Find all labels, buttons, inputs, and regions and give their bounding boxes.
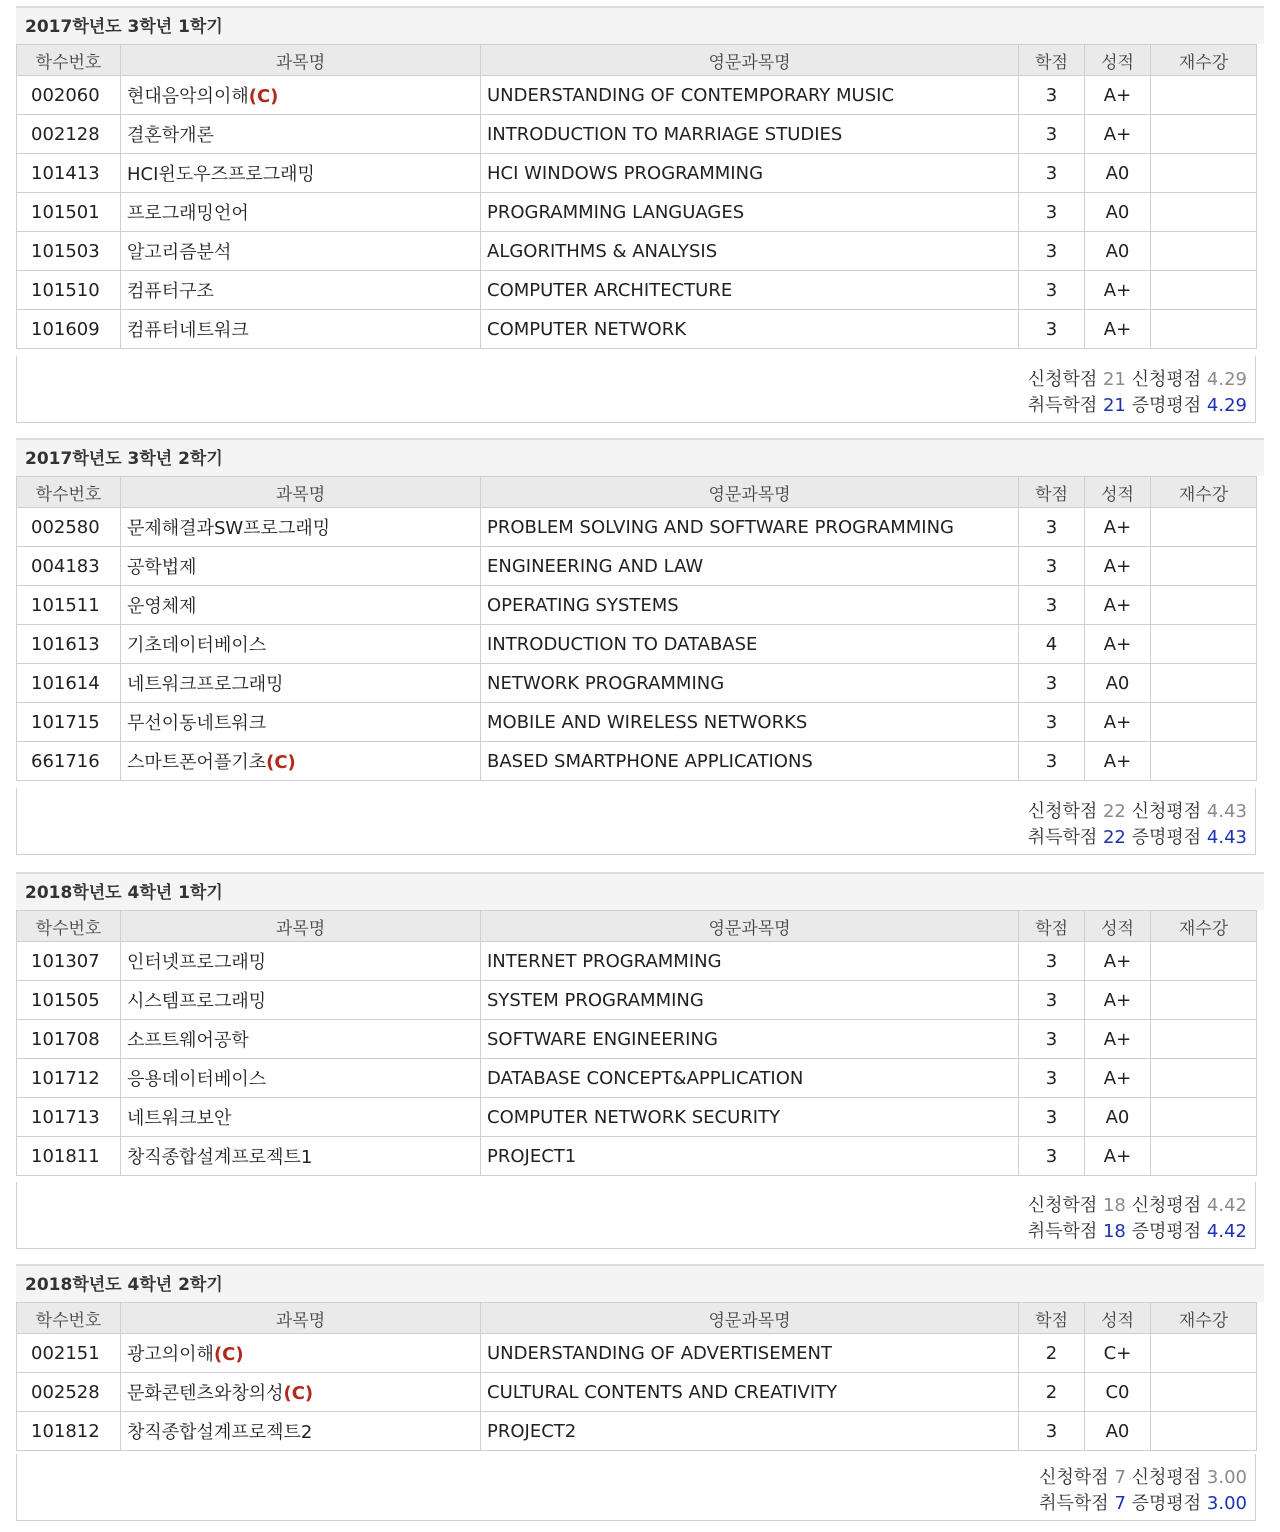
c-mark-badge: (C) <box>248 86 279 107</box>
table-row <box>17 154 1257 193</box>
course-grade: A0 <box>1085 1412 1151 1451</box>
semester-summary <box>16 356 1256 423</box>
earned-credits-label: 취득학점 <box>1027 1221 1098 1242</box>
course-english-name: ALGORITHMS & ANALYSIS <box>481 232 1019 271</box>
course-retake <box>1151 586 1257 625</box>
course-code: 101614 <box>17 664 121 703</box>
course-grade: A+ <box>1085 742 1151 781</box>
course-retake <box>1151 271 1257 310</box>
semester-summary <box>16 1182 1256 1249</box>
table-row <box>17 1137 1257 1176</box>
course-grade: A+ <box>1085 625 1151 664</box>
column-header-name: 과목명 <box>121 1303 481 1334</box>
course-english-name: PROBLEM SOLVING AND SOFTWARE PROGRAMMING <box>481 508 1019 547</box>
column-header-credit: 학점 <box>1019 477 1085 508</box>
course-credit: 3 <box>1019 586 1085 625</box>
course-english-name: SOFTWARE ENGINEERING <box>481 1020 1019 1059</box>
semester-section <box>16 438 1264 854</box>
table-row <box>17 1373 1257 1412</box>
header-row <box>17 1303 1257 1334</box>
course-name-cell <box>121 232 481 271</box>
applied-summary-line <box>1028 365 1247 391</box>
applied-gpa-value: 4.43 <box>1206 801 1247 822</box>
course-grade: A+ <box>1085 981 1151 1020</box>
semester-title: 2018학년도 4학년 1학기 <box>25 883 223 903</box>
course-english-name: INTRODUCTION TO MARRIAGE STUDIES <box>481 115 1019 154</box>
table-row <box>17 664 1257 703</box>
course-name: 문화콘텐츠와창의성 <box>127 1383 284 1404</box>
course-code: 101613 <box>17 625 121 664</box>
course-retake <box>1151 547 1257 586</box>
course-name: HCI윈도우즈프로그래밍 <box>127 164 315 185</box>
course-grade: A+ <box>1085 1020 1151 1059</box>
course-grade: A+ <box>1085 586 1151 625</box>
course-grade: A0 <box>1085 232 1151 271</box>
course-english-name: INTERNET PROGRAMMING <box>481 942 1019 981</box>
table-row <box>17 76 1257 115</box>
course-code: 002151 <box>17 1334 121 1373</box>
applied-credits-value: 22 <box>1102 801 1126 822</box>
applied-credits-value: 7 <box>1114 1467 1126 1488</box>
course-credit: 4 <box>1019 625 1085 664</box>
applied-gpa-label: 신청평점 <box>1131 1467 1202 1488</box>
semester-summary <box>16 788 1256 855</box>
applied-credits-label: 신청학점 <box>1039 1467 1109 1488</box>
course-retake <box>1151 1137 1257 1176</box>
column-header-retake: 재수강 <box>1151 1303 1257 1334</box>
course-retake <box>1151 742 1257 781</box>
course-name-cell <box>121 76 481 115</box>
course-credit: 3 <box>1019 1137 1085 1176</box>
table-row <box>17 1020 1257 1059</box>
semester-header <box>16 6 1264 44</box>
semester-header <box>16 438 1264 476</box>
earned-credits-value: 21 <box>1102 395 1126 416</box>
table-row <box>17 1412 1257 1451</box>
applied-credits-value: 21 <box>1102 369 1126 390</box>
earned-summary-line <box>1028 823 1247 849</box>
course-credit: 3 <box>1019 981 1085 1020</box>
course-retake <box>1151 1373 1257 1412</box>
header-row <box>17 45 1257 76</box>
course-credit: 3 <box>1019 310 1085 349</box>
course-retake <box>1151 1412 1257 1451</box>
course-english-name: UNDERSTANDING OF ADVERTISEMENT <box>481 1334 1019 1373</box>
course-name: 문제해결과SW프로그래밍 <box>127 518 331 539</box>
course-name-cell <box>121 1059 481 1098</box>
course-name: 알고리즘분석 <box>127 242 232 263</box>
earned-credits-label: 취득학점 <box>1027 827 1098 848</box>
certified-gpa-label: 증명평점 <box>1131 395 1202 416</box>
course-code: 101307 <box>17 942 121 981</box>
earned-summary-line <box>1039 1489 1247 1515</box>
earned-summary-line <box>1028 391 1247 417</box>
course-name: 프로그래밍언어 <box>127 203 249 224</box>
course-retake <box>1151 942 1257 981</box>
course-grade: A0 <box>1085 664 1151 703</box>
course-name-cell <box>121 625 481 664</box>
course-english-name: MOBILE AND WIRELESS NETWORKS <box>481 703 1019 742</box>
course-grade: A+ <box>1085 1059 1151 1098</box>
course-english-name: UNDERSTANDING OF CONTEMPORARY MUSIC <box>481 76 1019 115</box>
course-code: 004183 <box>17 547 121 586</box>
course-name-cell <box>121 1334 481 1373</box>
table-row <box>17 586 1257 625</box>
table-row <box>17 1334 1257 1373</box>
c-mark-badge: (C) <box>283 1383 314 1404</box>
applied-gpa-label: 신청평점 <box>1131 801 1202 822</box>
course-english-name: HCI WINDOWS PROGRAMMING <box>481 154 1019 193</box>
course-english-name: INTRODUCTION TO DATABASE <box>481 625 1019 664</box>
course-code: 661716 <box>17 742 121 781</box>
column-header-retake: 재수강 <box>1151 45 1257 76</box>
column-header-grade: 성적 <box>1085 45 1151 76</box>
course-english-name: COMPUTER NETWORK <box>481 310 1019 349</box>
column-header-retake: 재수강 <box>1151 477 1257 508</box>
course-english-name: NETWORK PROGRAMMING <box>481 664 1019 703</box>
course-credit: 3 <box>1019 193 1085 232</box>
course-code: 101609 <box>17 310 121 349</box>
course-code: 101511 <box>17 586 121 625</box>
course-credit: 3 <box>1019 76 1085 115</box>
course-credit: 3 <box>1019 703 1085 742</box>
course-name-cell <box>121 942 481 981</box>
course-grade: A0 <box>1085 1098 1151 1137</box>
semester-title: 2017학년도 3학년 1학기 <box>25 17 223 37</box>
applied-credits-label: 신청학점 <box>1027 1195 1098 1216</box>
course-name: 무선이동네트워크 <box>127 713 267 734</box>
course-grade: A+ <box>1085 271 1151 310</box>
grades-table <box>16 476 1257 781</box>
semester-section <box>16 6 1264 422</box>
certified-gpa-value: 4.29 <box>1206 395 1247 416</box>
column-header-grade: 성적 <box>1085 477 1151 508</box>
course-credit: 3 <box>1019 154 1085 193</box>
course-name-cell <box>121 1020 481 1059</box>
course-name: 결혼학개론 <box>127 125 214 146</box>
column-header-grade: 성적 <box>1085 1303 1151 1334</box>
course-retake <box>1151 664 1257 703</box>
column-header-english: 영문과목명 <box>481 477 1019 508</box>
course-name: 컴퓨터구조 <box>127 281 214 302</box>
course-retake <box>1151 76 1257 115</box>
applied-summary-line <box>1028 1191 1247 1217</box>
course-name-cell <box>121 1373 481 1412</box>
grades-table <box>16 910 1257 1176</box>
earned-credits-label: 취득학점 <box>1027 395 1098 416</box>
table-row <box>17 115 1257 154</box>
column-header-name: 과목명 <box>121 477 481 508</box>
course-english-name: ENGINEERING AND LAW <box>481 547 1019 586</box>
course-name-cell <box>121 193 481 232</box>
column-header-credit: 학점 <box>1019 911 1085 942</box>
course-code: 101708 <box>17 1020 121 1059</box>
course-credit: 3 <box>1019 271 1085 310</box>
semester-title: 2018학년도 4학년 2학기 <box>25 1275 223 1295</box>
course-english-name: PROJECT1 <box>481 1137 1019 1176</box>
c-mark-badge: (C) <box>266 752 296 773</box>
course-name: 네트워크프로그래밍 <box>127 674 284 695</box>
course-name: 현대음악의이해 <box>127 86 249 107</box>
column-header-name: 과목명 <box>121 911 481 942</box>
course-credit: 3 <box>1019 115 1085 154</box>
course-name-cell <box>121 115 481 154</box>
course-name-cell <box>121 1137 481 1176</box>
course-english-name: COMPUTER ARCHITECTURE <box>481 271 1019 310</box>
course-name: 소프트웨어공학 <box>127 1030 249 1051</box>
earned-credits-label: 취득학점 <box>1039 1493 1109 1514</box>
course-code: 101505 <box>17 981 121 1020</box>
course-retake <box>1151 625 1257 664</box>
course-name: 네트워크보안 <box>127 1108 232 1129</box>
course-retake <box>1151 115 1257 154</box>
course-retake <box>1151 703 1257 742</box>
course-name: 응용데이터베이스 <box>127 1069 267 1090</box>
course-name-cell <box>121 664 481 703</box>
course-retake <box>1151 232 1257 271</box>
applied-gpa-label: 신청평점 <box>1131 1195 1202 1216</box>
course-name-cell <box>121 547 481 586</box>
table-row <box>17 1059 1257 1098</box>
course-code: 101510 <box>17 271 121 310</box>
course-credit: 3 <box>1019 508 1085 547</box>
course-grade: A+ <box>1085 76 1151 115</box>
course-name-cell <box>121 271 481 310</box>
course-credit: 3 <box>1019 1412 1085 1451</box>
course-retake <box>1151 1059 1257 1098</box>
course-credit: 3 <box>1019 664 1085 703</box>
semester-header <box>16 872 1264 910</box>
course-code: 101715 <box>17 703 121 742</box>
course-grade: A0 <box>1085 193 1151 232</box>
course-grade: A+ <box>1085 547 1151 586</box>
column-header-grade: 성적 <box>1085 911 1151 942</box>
header-row <box>17 911 1257 942</box>
course-credit: 3 <box>1019 232 1085 271</box>
column-header-code: 학수번호 <box>17 477 121 508</box>
course-name: 운영체제 <box>127 596 197 617</box>
course-code: 101811 <box>17 1137 121 1176</box>
column-header-code: 학수번호 <box>17 1303 121 1334</box>
column-header-name: 과목명 <box>121 45 481 76</box>
course-credit: 3 <box>1019 1020 1085 1059</box>
semester-header <box>16 1264 1264 1302</box>
course-credit: 3 <box>1019 942 1085 981</box>
applied-credits-value: 18 <box>1102 1195 1126 1216</box>
course-credit: 3 <box>1019 547 1085 586</box>
applied-credits-label: 신청학점 <box>1027 801 1098 822</box>
course-name: 창직종합설계프로젝트2 <box>127 1422 313 1443</box>
course-name: 창직종합설계프로젝트1 <box>127 1147 313 1168</box>
course-english-name: BASED SMARTPHONE APPLICATIONS <box>481 742 1019 781</box>
course-code: 002060 <box>17 76 121 115</box>
course-grade: C0 <box>1085 1373 1151 1412</box>
grades-table <box>16 44 1257 349</box>
course-name-cell <box>121 154 481 193</box>
course-credit: 3 <box>1019 1059 1085 1098</box>
course-grade: A+ <box>1085 1137 1151 1176</box>
course-code: 101501 <box>17 193 121 232</box>
table-row <box>17 742 1257 781</box>
course-name-cell <box>121 703 481 742</box>
table-row <box>17 271 1257 310</box>
earned-summary-line <box>1028 1217 1247 1243</box>
course-credit: 2 <box>1019 1373 1085 1412</box>
course-name: 스마트폰어플기초 <box>127 752 267 773</box>
table-row <box>17 232 1257 271</box>
course-grade: A0 <box>1085 154 1151 193</box>
table-row <box>17 310 1257 349</box>
semester-section <box>16 1264 1264 1520</box>
column-header-retake: 재수강 <box>1151 911 1257 942</box>
course-name: 광고의이해 <box>127 1344 214 1365</box>
table-row <box>17 981 1257 1020</box>
course-credit: 3 <box>1019 1098 1085 1137</box>
applied-gpa-label: 신청평점 <box>1131 369 1202 390</box>
course-name-cell <box>121 586 481 625</box>
course-grade: A+ <box>1085 703 1151 742</box>
column-header-english: 영문과목명 <box>481 45 1019 76</box>
course-name: 시스템프로그래밍 <box>127 991 267 1012</box>
certified-gpa-value: 3.00 <box>1206 1493 1247 1514</box>
course-english-name: PROJECT2 <box>481 1412 1019 1451</box>
course-english-name: DATABASE CONCEPT&APPLICATION <box>481 1059 1019 1098</box>
applied-gpa-value: 4.29 <box>1206 369 1247 390</box>
certified-gpa-value: 4.43 <box>1206 827 1247 848</box>
course-retake <box>1151 310 1257 349</box>
course-code: 101812 <box>17 1412 121 1451</box>
course-grade: A+ <box>1085 942 1151 981</box>
course-code: 002128 <box>17 115 121 154</box>
course-grade: A+ <box>1085 115 1151 154</box>
course-retake <box>1151 1098 1257 1137</box>
course-english-name: OPERATING SYSTEMS <box>481 586 1019 625</box>
earned-credits-value: 7 <box>1114 1493 1126 1514</box>
course-name-cell <box>121 1098 481 1137</box>
table-row <box>17 1098 1257 1137</box>
course-name-cell <box>121 310 481 349</box>
earned-credits-value: 22 <box>1102 827 1126 848</box>
table-row <box>17 625 1257 664</box>
semester-section <box>16 872 1264 1248</box>
course-grade: C+ <box>1085 1334 1151 1373</box>
applied-summary-line <box>1028 797 1247 823</box>
table-row <box>17 193 1257 232</box>
course-english-name: SYSTEM PROGRAMMING <box>481 981 1019 1020</box>
applied-gpa-value: 4.42 <box>1206 1195 1247 1216</box>
course-grade: A+ <box>1085 310 1151 349</box>
certified-gpa-value: 4.42 <box>1206 1221 1247 1242</box>
semester-summary <box>16 1454 1256 1521</box>
course-code: 002580 <box>17 508 121 547</box>
semester-title: 2017학년도 3학년 2학기 <box>25 449 223 469</box>
course-english-name: CULTURAL CONTENTS AND CREATIVITY <box>481 1373 1019 1412</box>
course-code: 101712 <box>17 1059 121 1098</box>
column-header-code: 학수번호 <box>17 911 121 942</box>
c-mark-badge: (C) <box>213 1344 244 1365</box>
table-row <box>17 703 1257 742</box>
course-code: 002528 <box>17 1373 121 1412</box>
earned-credits-value: 18 <box>1102 1221 1126 1242</box>
applied-gpa-value: 3.00 <box>1206 1467 1247 1488</box>
header-row <box>17 477 1257 508</box>
applied-summary-line <box>1039 1463 1247 1489</box>
certified-gpa-label: 증명평점 <box>1131 827 1202 848</box>
column-header-code: 학수번호 <box>17 45 121 76</box>
course-english-name: COMPUTER NETWORK SECURITY <box>481 1098 1019 1137</box>
course-name-cell <box>121 1412 481 1451</box>
course-retake <box>1151 154 1257 193</box>
table-row <box>17 942 1257 981</box>
table-row <box>17 508 1257 547</box>
course-name: 컴퓨터네트워크 <box>127 320 249 341</box>
course-retake <box>1151 193 1257 232</box>
certified-gpa-label: 증명평점 <box>1131 1221 1202 1242</box>
applied-credits-label: 신청학점 <box>1027 369 1098 390</box>
course-name-cell <box>121 508 481 547</box>
course-retake <box>1151 1334 1257 1373</box>
course-code: 101503 <box>17 232 121 271</box>
course-retake <box>1151 508 1257 547</box>
course-name-cell <box>121 981 481 1020</box>
column-header-english: 영문과목명 <box>481 1303 1019 1334</box>
course-name: 인터넷프로그래밍 <box>127 952 267 973</box>
course-retake <box>1151 981 1257 1020</box>
column-header-credit: 학점 <box>1019 45 1085 76</box>
course-code: 101413 <box>17 154 121 193</box>
course-code: 101713 <box>17 1098 121 1137</box>
course-name: 공학법제 <box>127 557 197 578</box>
course-grade: A+ <box>1085 508 1151 547</box>
column-header-english: 영문과목명 <box>481 911 1019 942</box>
grades-table <box>16 1302 1257 1451</box>
certified-gpa-label: 증명평점 <box>1131 1493 1202 1514</box>
course-credit: 2 <box>1019 1334 1085 1373</box>
course-english-name: PROGRAMMING LANGUAGES <box>481 193 1019 232</box>
course-credit: 3 <box>1019 742 1085 781</box>
column-header-credit: 학점 <box>1019 1303 1085 1334</box>
table-row <box>17 547 1257 586</box>
course-retake <box>1151 1020 1257 1059</box>
course-name-cell <box>121 742 481 781</box>
course-name: 기초데이터베이스 <box>127 635 267 656</box>
